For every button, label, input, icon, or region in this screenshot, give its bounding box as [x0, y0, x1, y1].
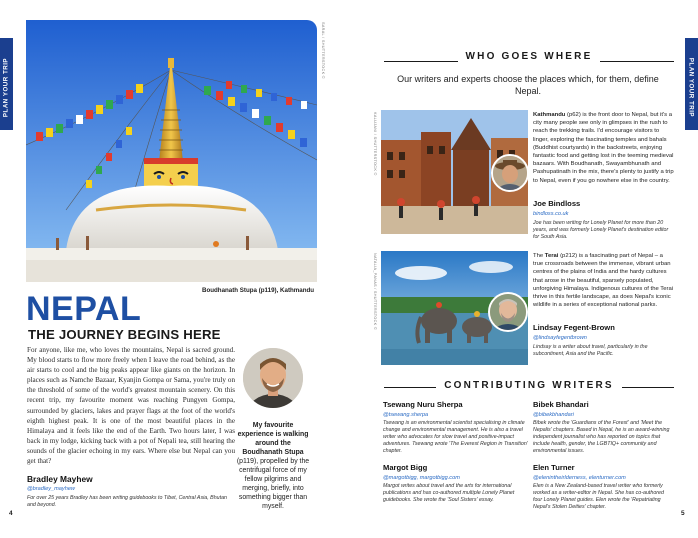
author-bio: For over 25 years Bradley has been writing guidebooks to Tibet, Central Asia, Bhutan and beyond.: [27, 495, 227, 508]
photo-credit-kathmandu: KALUJANI / SHUTTERSTOCK ©: [373, 112, 377, 176]
author-handle[interactable]: @bradley_mayhew: [27, 486, 75, 492]
contributor-bio: Elen is a New Zealand-based travel writer who formerly worked as a writer-editor in Nepal. She has co-authored four Lonely Planet guides. Elen wrote the 'Repatriating Nepal's Stolen Deities' chapter.: [533, 483, 664, 511]
contributor-handle[interactable]: @bibekbhandari: [533, 412, 574, 418]
writer2-name: Lindsay Fegent-Brown: [533, 323, 615, 332]
tab-label-right: PLAN YOUR TRIP: [687, 57, 695, 118]
contributor-bio: Bibek wrote the 'Guardians of the Forest' and 'Meet the Nepalis' chapters. Based in Nepal, he is an award-winning independent journalist who has reported on topics that include health, gender, the LGBTIQ+ community and environmental issues.: [533, 420, 670, 455]
author-name: Bradley Mayhew: [27, 474, 93, 484]
intro-text: For anyone, like me, who loves the mountains, Nepal is sacred ground. My blood starts to flow more freely when I leave the road behind, as the air starts to cool and the big peaks appear like giants on the horizon. In places such as Namche Bazaar, Kyanjin Gompa or Sama, you're truly on the threshold of some of the world's greatest mountain scenery. On this recent trip, my favourite moment was reaching Pungyen Gompa, surrounded by glaciers, lakes and prayer flags at the foot of the world's eighth highest peak. It is one of the most beautiful places in the Himalaya and it feels like the end of the Earth. Two hours later, I was back in my lodge, kicking back with a pot of Nepali tea, still hearing the sounds of the glacier echoing in my ears. Where else but Nepal can you get that?: [27, 346, 235, 466]
page-number-left: 4: [9, 510, 13, 517]
stupa-photo: [26, 20, 317, 282]
contributor-name: Tsewang Nuru Sherpa: [383, 400, 463, 409]
section-title: [384, 51, 674, 62]
section-title-text: WHO GOES WHERE: [458, 51, 601, 62]
section-lede: Our writers and experts choose the places which, for them, define Nepal.: [397, 74, 659, 96]
photo-caption: Boudhanath Stupa (p119), Kathmandu: [202, 287, 315, 294]
photo-credit-terai: NATALIA_PANAS / SHUTTERSTOCK ©: [373, 253, 377, 330]
plan-your-trip-tab-left: [0, 0, 13, 538]
pull-quote: [236, 421, 310, 511]
page-subtitle: THE JOURNEY BEGINS HERE: [28, 327, 221, 342]
contributor-handle[interactable]: @elenintheirlderness, elenturner.com: [533, 475, 626, 481]
contributor-name: Margot Bigg: [383, 463, 428, 472]
writer2-avatar: [488, 292, 528, 332]
terai-desc: (p212) is a fascinating part of Nepal – a true crossroads between the immense, vibrant urban centres of the plains of India and the hardy cultures that arose in the beautiful, sparsely populated, unforgiving Himalaya. Indigenous cultures of the Terai thrive in this fertile landscape, as does Nepal's iconic wildlife in a series of exceptional national parks.: [533, 253, 674, 309]
terai-text: [533, 252, 674, 309]
contributor-4: [533, 463, 674, 511]
contributor-name: Elen Turner: [533, 463, 575, 472]
contributor-handle[interactable]: @tsewang.sherpa: [383, 412, 429, 418]
kathmandu-text: [533, 111, 674, 185]
page-title: NEPAL: [26, 290, 142, 328]
contributor-3: [383, 463, 531, 504]
writer1-bio: Joe has been writing for Lonely Planet for more than 20 years, and was formerly Lonely Planet's destination editor for South Asia.: [533, 220, 669, 240]
terai-place: Terai: [544, 253, 559, 259]
plan-your-trip-tab-right: [685, 0, 698, 538]
contributing-title: [384, 380, 674, 391]
quote-bold: Boudhanath Stupa: [242, 449, 304, 456]
writer1-name: Joe Bindloss: [533, 199, 581, 208]
writer2-handle[interactable]: @lindsayfegentbrown: [533, 335, 587, 341]
contributing-title-text: CONTRIBUTING WRITERS: [436, 380, 622, 391]
contributor-bio: Margot writes about travel and the arts for international publications and has co-authored multiple Lonely Planet guidebooks. She wrote the 'Soul Sisters' essay.: [383, 483, 515, 504]
author-avatar: [241, 346, 305, 410]
contributor-1: [383, 400, 531, 455]
writer1-avatar: [491, 154, 529, 192]
photo-credit-stupa: SARAL / SHUTTERSTOCK ©: [321, 22, 325, 79]
writer2-bio: Lindsay is a writer about travel, particularly in the subcontinent, Asia and the Pacific.: [533, 344, 648, 357]
contributor-bio: Tsewang is an environmental scientist specialising in climate change and environmental management. He is also a travel writer who advocates for slow travel and positive-impact adventures. Tsewang wrote 'The Everest Region in Transition' chapter.: [383, 420, 528, 455]
writer1-handle[interactable]: bindloss.co.uk: [533, 211, 569, 217]
page-number-right: 5: [681, 510, 685, 517]
contributor-2: [533, 400, 674, 455]
terai-intro: The: [533, 253, 544, 259]
quote-suffix: (p119), propelled by the centrifugal force of my fellow pilgrims and merging, briefly, into something bigger than myself.: [236, 458, 310, 510]
contributor-handle[interactable]: @margotbigg, margotbigg.com: [383, 475, 460, 481]
tab-label-left: PLAN YOUR TRIP: [2, 57, 10, 118]
kathmandu-place: Kathmandu: [533, 112, 566, 118]
quote-prefix: My favourite experience is walking around the: [237, 422, 309, 447]
contributor-name: Bibek Bhandari: [533, 400, 589, 409]
kathmandu-desc: (p62) is the front door to Nepal, but it's a city many people see only in glimpses in the rush to reach the trekking trails. I'd encourage visitors to linger, exploring the fascinating temples and bahals (Buddhist courtyards) in the backstreets, enjoying fantastic food and getting lost in the teeming medieval bazaars. With Boudhanath, Swayambhunath and Pashupatinath in the mix, there's plenty to justify a trip to Nepal, even if you go nowhere else in the country.: [533, 112, 674, 184]
